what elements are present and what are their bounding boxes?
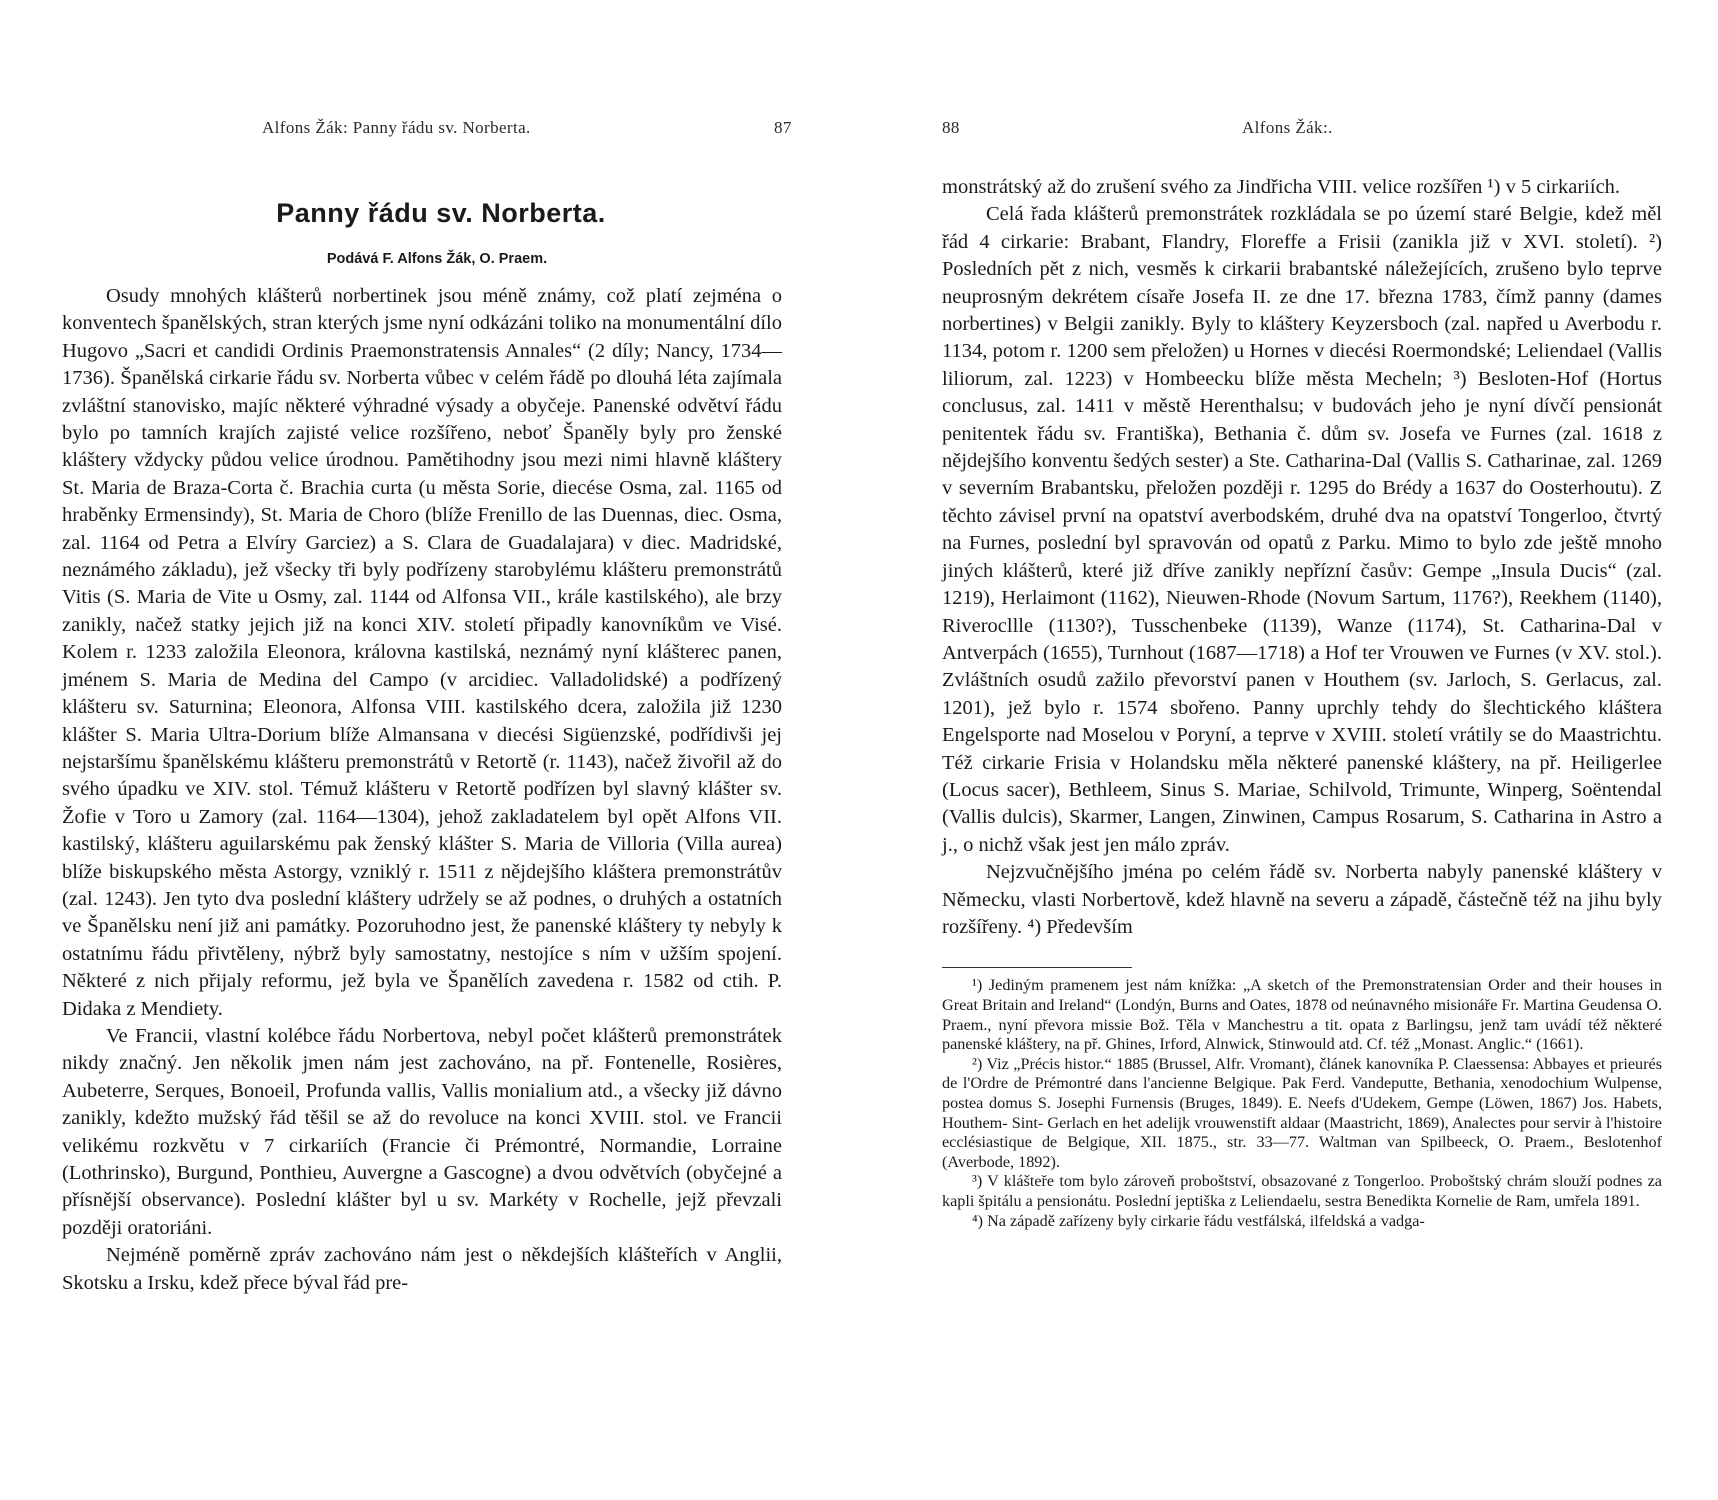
right-page [942,118,1662,1231]
footnote: ³) V klášteře tom bylo zároveň proboštství, obsazované z Tongerloo. Proboštský chrám slouží podnes za kapli špitálu a pensionátu. Poslední jeptiška z Leliendaelu, sestra Benedikta Kornelie de Ram, umřela 1891. [942,1172,1662,1210]
footnote-divider [942,967,1132,968]
paragraph: Nejméně poměrně zpráv zachováno nám jest o někdejších klášteřích v Anglii, Skotsku a Irsku, kdež přece býval řád pre- [62,1244,782,1294]
footnote: ¹) Jediným pramenem jest nám knížka: „A sketch of the Premonstratensian Order and their houses in Great Britain and Ireland“ (Londýn, Burns and Oates, 1878 od neúnavného misionáře Fr. Martina Geudensa O. Praem., nyní převora missie Bož. Těla v Manchestru a tit. opata z Barlingsu, jenž tam uvádí též některé panenské kláštery, na př. Ghines, Irford, Alnwick, Stinwould atd. Cf. též „Monast. Anglic.“ (1661). [942,976,1662,1054]
body-text [942,174,1662,941]
page-number: 87 [774,118,792,137]
footnote: ²) Viz „Précis histor.“ 1885 (Brussel, Alfr. Vromant), článek kanovníka P. Claessensa: Abbayes et prieurés de l'Ordre de Prémontré dans l'ancienne Belgique. Pak Ferd. Vandeputte, Bethania, xenodochium Wulpense, postea domus S. Josephi Furnensis (Bruges, 1849). E. Neefs d'Udekem, Gempe (Löwen, 1867) Jos. Habets, Houthem- Sint- Gerlach en het adelijk vrouwenstift aldaar (Maastricht, 1869), Analectes pour servir à l'histoire ecclésiastique de Belgique, XII. 1875., str. 33—77. Waltman van Spilbeeck, O. Praem., Beslotenhof (Averbode, 1892). [942,1054,1662,1171]
footnote: ⁴) Na západě zařízeny byly cirkarie řádu vestfálská, ilfeldská a vadga- [972,1211,1425,1230]
running-head-title: Alfons Žák: Panny řádu sv. Norberta. [262,118,531,137]
paragraph: monstrátský až do zrušení svého za Jindřicha VIII. velice rozšířen ¹) v 5 cirkariích. [942,176,1621,198]
running-head-title: Alfons Žák:. [1242,118,1333,137]
paragraph: Celá řada klášterů premonstrátek rozkládala se po území staré Belgie, kdež měl řád 4 cirkarie: Brabant, Flandry, Floreffe a Frisii (zanikla již v XVI. století). ²) Posledních pět z nich, vesměs k cirkarii brabantské náležejících, zrušeno bylo teprve neuprosným dekrétem císaře Josefa II. ze dne 17. března 1783, čímž panny (dames norbertines) v Belgii zanikly. Byly to kláštery Keyzersboch (zal. napřed u Averbodu r. 1134, potom r. 1200 sem přeložen) u Hornes v diecési Roermondské; Leliendael (Vallis liliorum, zal. 1223) v Hombeecku blíže města Mecheln; ³) Besloten-Hof (Hortus conclusus, zal. 1411 v městě Herenthalsu; v budovách jeho je nyní dívčí pensionát penitentek řádu sv. Františka), Bethania č. dům sv. Josefa ve Furnes (zal. 1618 z nějdejšího konventu šedých sester) a Ste. Catharina-Dal (Vallis S. Catharinae, zal. 1269 v severním Brabantsku, přeložen později r. 1295 do Brédy a 1637 do Oosterhoutu). Z těchto závisel první na opatství averbodském, druhé dva na opatství Tongerloo, čtvrtý na Furnes, poslední byl spravován od opatů z Parku. Mimo to bylo zde ještě mnoho jiných klášterů, které již dříve zanikly nepřízní časův: Gempe „Insula Ducis“ (zal. 1219), Herlaimont (1162), Nieuwen-Rhode (Novum Sartum, 1176?), Reekhem (1140), Riverocllle (1130?), Tusschenbeke (1139), Wanze (1174), St. Catharina-Dal v Antverpách (1655), Turnhout (1687—1718) a Hof ter Vrouwen ve Furnes (v XV. stol.). Zvláštních osudů zažilo převorství panen v Houthem (sv. Jarloch, S. Gerlacus, zal. 1201), jež bylo r. 1574 sbořeno. Panny uprchly tehdy do šlechtického kláštera Engelsporte nad Moselou v Poryní, a teprve v XVIII. století vrátily se do Maastrichtu. Též cirkarie Frisia v Holandsku měla některé panenské kláštery, na př. Heiligerlee (Locus sacer), Bethleem, Sinus S. Mariae, Schilvold, Trimunte, Winperg, Soëntendal (Vallis dulcis), Skarmer, Langen, Zinwinen, Campus Rosarum, S. Catharina in Astro a j., o nichž však jest jen málo zpráv. [942,203,1662,856]
paragraph: Ve Francii, vlastní kolébce řádu Norbertova, nebyl počet klášterů premonstrátek nikdy značný. Jen několik jmen nám jest zachováno, na př. Fontenelle, Rosières, Aubeterre, Serques, Bonoeil, Profunda vallis, Vallis monialium atd., a všecky již dávno zanikly, kdežto mužský řád těšil se až do revoluce na konci XVIII. stol. ve Francii velikému rozkvětu v 7 cirkariích (Francie či Prémontré, Normandie, Lorraine (Lothrinsko), Burgund, Ponthieu, Auvergne a Gascogne) a dvou odvětvích (obyčejné a přísnější observance). Poslední klášter byl u sv. Markéty v Rochelle, jejž převzali později oratoriáni. [62,1024,782,1239]
left-page [62,118,792,1297]
article-byline: Podává F. Alfons Žák, O. Praem. [326,251,548,267]
article-title: Panny řádu sv. Norberta. [276,198,606,228]
body-text [62,283,782,1297]
running-head [62,118,792,146]
article-title-block [62,198,782,267]
paragraph: Osudy mnohých klášterů norbertinek jsou méně známy, což platí zejména o konventech španělských, stran kterých jsme nyní odkázáni toliko na monumentální dílo Hugovo „Sacri et candidi Ordinis Praemonstratensis Annales“ (2 díly; Nancy, 1734—1736). Španělská cirkarie řádu sv. Norberta vůbec v celém řádě po dlouhá léta zajímala zvláštní stanovisko, majíc některé výhradné výsady a obyčeje. Panenské odvětví řádu bylo po tamních krajích zajisté velice rozšířeno, neboť Španěly byly pro ženské kláštery vždycky půdou velice úrodnou. Pamětihodny jsou mezi nimi hlavně kláštery St. Maria de Braza-Corta č. Brachia curta (u města Sorie, diecése Osma, zal. 1165 od hraběnky Ermensindy), St. Maria de Choro (blíže Frenillo de las Duennas, diec. Osma, zal. 1164 od Petra a Elvíry Garciez) a S. Clara de Guadalajara) v diec. Madridské, neznámého základu), jež všecky tři byly podřízeny starobylému klášteru premonstrátů Vitis (S. Maria de Vite u Osmy, zal. 1144 od Alfonsa VII., krále kastilského), ale brzy zanikly, načež statky jejich již na konci XIV. století připadly kanovníkům ve Visé. Kolem r. 1233 založila Eleonora, královna kastilská, neznámý nyní klášterec panen, jménem S. Maria de Medina del Campo (v arcidiec. Valladolidské) a podřízený klášteru sv. Saturnina; Eleonora, Alfonsa VIII. kastilského dcera, založila již 1230 klášter S. Maria Ultra-Dorium blíže Almansana v diecési Sigüenzské, podřídivši jej nejstaršímu španělskému klášteru premonstrátů v Retortě (r. 1143), načež živořil až do svého úpadku ve XIV. stol. Témuž klášteru v Retortě podřízen byl slavný klášter sv. Žofie v Toro u Zamory (zal. 1164—1304), jehož zakladatelem byl opět Alfons VII. kastilský, klášteru aguilarskému pak ženský klášter S. Maria de Villoria (Villa aurea) blíže biskupského města Astorgy, vzniklý r. 1511 z nějdejšího kláštera premonstrátův (zal. 1243). Jen tyto dva poslední kláštery udržely se až podnes, o druhých a ostatních ve Španělsku není již ani památky. Pozoruhodno jest, že panenské kláštery ty nebyly k ostatnímu řádu přivtěleny, nýbrž byly samostatny, nestojíce s ním v užším spojení. Některé z nich přijaly reformu, jež byla ve Španělích zavedena r. 1582 od ctih. P. Didaka z Mendiety. [62,285,782,1020]
paragraph: Nejzvučnějšího jména po celém řádě sv. Norberta nabyly panenské kláštery v Německu, vlasti Norbertově, kdež hlavně na severu a západě, částečně též na jihu byly rozšířeny. ⁴) Především [942,861,1662,938]
running-head [942,118,1662,146]
page-number: 88 [942,118,960,137]
footnotes [942,976,1662,1231]
